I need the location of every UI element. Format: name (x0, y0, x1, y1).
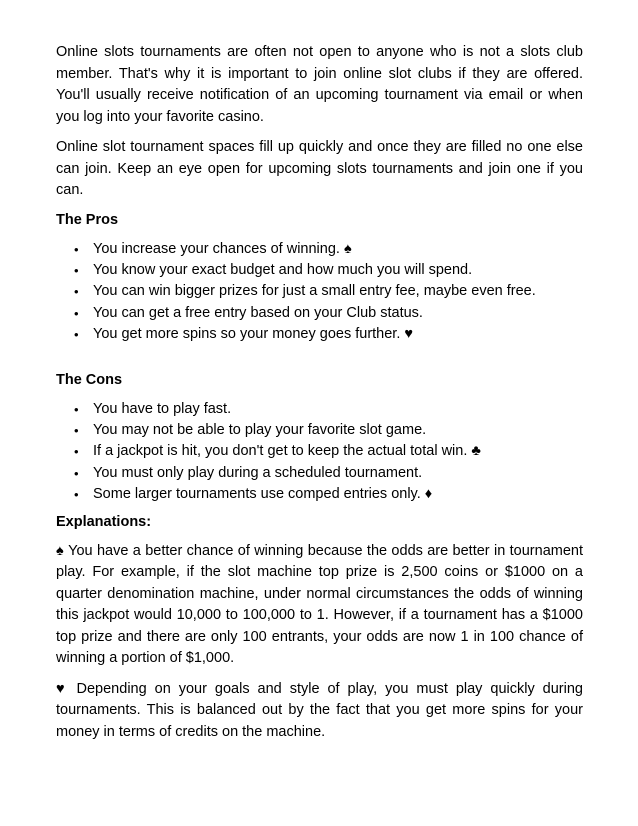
explanation-paragraph-spade: ♠ You have a better chance of winning because the odds are better in tournament play. For example, if the slot machine top prize is 2,500 coins or $1000 on a quarter denomination machine, under normal circumstances the odds of winning this jackpot would 10,000 to 100,000 to 1. However, if a tournament has a $1000 top prize and there are only 100 entrants, your odds are now 1 in 100 chance of winning a portion of $1,000. (56, 542, 583, 667)
list-item: • You may not be able to play your favorite slot game. (56, 420, 583, 441)
bullet-icon: • (74, 401, 79, 417)
cons-list (56, 399, 583, 506)
pros-list (56, 239, 583, 346)
bullet-icon: • (74, 241, 79, 257)
bullet-icon: • (74, 327, 79, 343)
list-item: • Some larger tournaments use comped entries only. ♦ (56, 484, 583, 505)
list-item: • You can win bigger prizes for just a small entry fee, maybe even free. (56, 281, 583, 302)
bullet-icon: • (74, 284, 79, 300)
list-item: • You know your exact budget and how much you will spend. (56, 260, 583, 281)
explanation-paragraph-heart: ♥ Depending on your goals and style of play, you must play quickly during tournaments. This is balanced out by the fact that you get more spins for your money in terms of credits on the machine. (56, 680, 583, 740)
pros-heading: The Pros (56, 211, 119, 228)
document-page (56, 42, 583, 752)
list-item: • You must only play during a scheduled tournament. (56, 463, 583, 484)
list-item: • You can get a free entry based on your Club status. (56, 303, 583, 324)
bullet-icon: • (74, 487, 79, 503)
section-spacer (56, 346, 583, 370)
bullet-icon: • (74, 465, 79, 481)
bullet-icon: • (74, 305, 79, 321)
list-item: • You increase your chances of winning. ♠ (56, 239, 583, 260)
cons-heading: The Cons (56, 371, 123, 388)
intro-paragraph-1: Online slots tournaments are often not open to anyone who is not a slots club member. That's why it is important to join online slot clubs if they are offered. You'll usually receive notification of an upcoming tournament via email or when you log into your favorite casino. (56, 44, 583, 125)
list-item: • You get more spins so your money goes further. ♥ (56, 324, 583, 345)
bullet-icon: • (74, 444, 79, 460)
intro-paragraph-2: Online slot tournament spaces fill up quickly and once they are filled no one else can join. Keep an eye open for upcoming slots tournaments and join one if you can. (56, 139, 583, 198)
list-item: • If a jackpot is hit, you don't get to keep the actual total win. ♣ (56, 441, 583, 462)
list-item: • You have to play fast. (56, 399, 583, 420)
explanations-heading: Explanations: (56, 513, 152, 530)
bullet-icon: • (74, 262, 79, 278)
bullet-icon: • (74, 422, 79, 438)
